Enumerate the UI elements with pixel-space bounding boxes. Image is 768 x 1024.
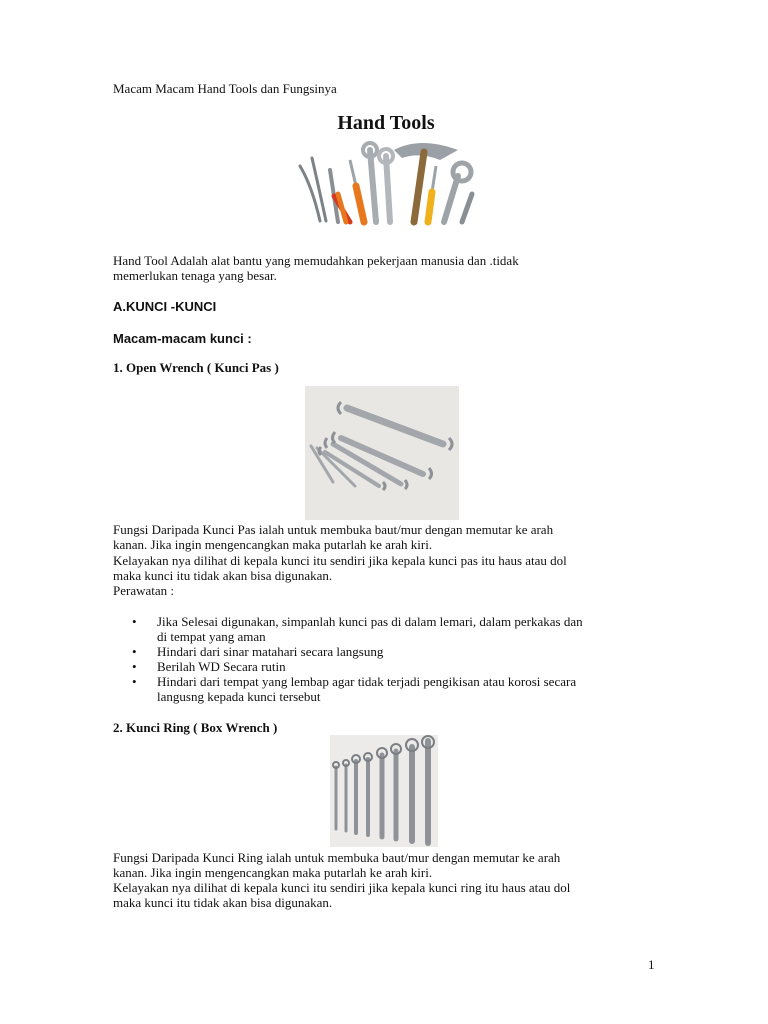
list-item: • Hindari dari sinar matahari secara langsung xyxy=(132,644,384,659)
item-2-para-2: kanan. Jika ingin mengencangkan maka putarlah ke arah kiri. xyxy=(113,865,433,880)
doc-title: Macam Macam Hand Tools dan Fungsinya xyxy=(113,81,337,96)
item-2-para-4: maka kunci itu tidak akan bisa digunakan. xyxy=(113,895,333,910)
maintenance-list xyxy=(113,614,673,704)
item-2-para-1: Fungsi Daripada Kunci Ring ialah untuk membuka baut/mur dengan memutar ke arah xyxy=(113,850,561,865)
list-item: • Berilah WD Secara rutin xyxy=(132,659,286,674)
page-number: 1 xyxy=(648,957,655,972)
sub-heading: Macam-macam kunci : xyxy=(113,331,252,346)
box-wrench-photo xyxy=(330,735,438,847)
box-wrench-set-photo-icon xyxy=(330,735,438,847)
item-1-para-3: Kelayakan nya dilihat di kepala kunci itu sendiri jika kepala kunci pas itu haus atau dol xyxy=(113,553,567,568)
item-1-heading: 1. Open Wrench ( Kunci Pas ) xyxy=(113,360,279,375)
intro-line-1: Hand Tool Adalah alat bantu yang memudahkan pekerjaan manusia dan .tidak xyxy=(113,253,519,268)
open-wrench-photo xyxy=(305,386,459,520)
section-heading: A.KUNCI -KUNCI xyxy=(113,299,217,314)
item-2-para-3: Kelayakan nya dilihat di kepala kunci itu sendiri jika kepala kunci ring itu haus atau dol xyxy=(113,880,571,895)
item-1-para-5: Perawatan : xyxy=(113,583,175,598)
list-item: • Hindari dari tempat yang lembap agar tidak terjadi pengikisan atau korosi secara langusng kepada kunci tersebut xyxy=(132,674,577,704)
banner-title: Hand Tools xyxy=(337,112,435,134)
item-2-heading: 2. Kunci Ring ( Box Wrench ) xyxy=(113,720,278,735)
item-1-para-2: kanan. Jika ingin mengencangkan maka putarlah ke arah kiri. xyxy=(113,537,433,552)
item-1-para-4: maka kunci itu tidak akan bisa digunakan. xyxy=(113,568,333,583)
open-wrench-set-photo-icon xyxy=(305,386,459,520)
hand-tools-illustration-icon xyxy=(290,136,482,226)
item-1-para-1: Fungsi Daripada Kunci Pas ialah untuk membuka baut/mur dengan memutar ke arah xyxy=(113,522,554,537)
hand-tools-banner xyxy=(290,108,482,226)
intro-line-2: memerlukan tenaga yang besar. xyxy=(113,268,277,283)
list-item: • Jika Selesai digunakan, simpanlah kunci pas di dalam lemari, dalam perkakas dan di tempat yang aman xyxy=(132,614,583,644)
